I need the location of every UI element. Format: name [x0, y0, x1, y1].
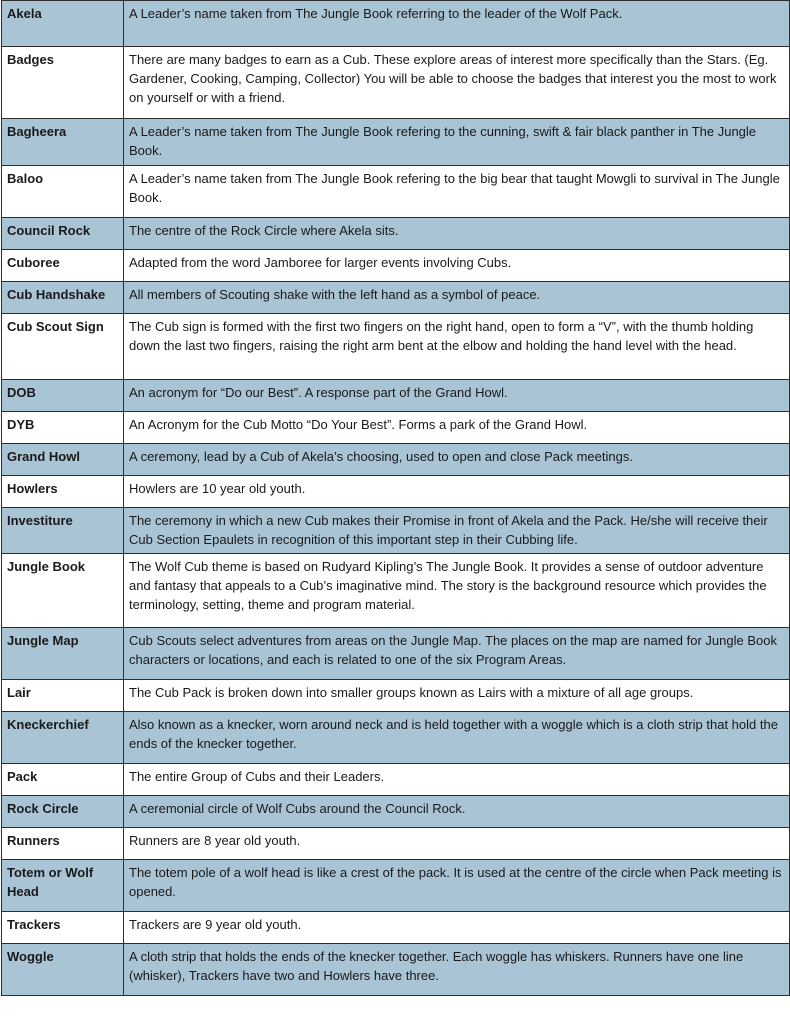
glossary-definition: A Leader’s name taken from The Jungle Book refering to the cunning, swift & fair black panther in The Jungle Book.	[124, 119, 790, 166]
table-row	[2, 47, 790, 119]
glossary-definition: The Cub sign is formed with the first two fingers on the right hand, open to form a “V”, with the thumb holding down the last two fingers, raising the right arm bent at the elbow and holding the hand level with the head.	[124, 314, 790, 380]
glossary-term: Investiture	[2, 508, 124, 554]
glossary-definition: A cloth strip that holds the ends of the knecker together. Each woggle has whiskers. Runners have one line (whisker), Trackers have two and Howlers have three.	[124, 944, 790, 996]
table-row	[2, 218, 790, 250]
glossary-definition: The totem pole of a wolf head is like a crest of the pack. It is used at the centre of the circle when Pack meeting is opened.	[124, 860, 790, 912]
glossary-definition: An Acronym for the Cub Motto “Do Your Best”. Forms a park of the Grand Howl.	[124, 412, 790, 444]
glossary-term: Pack	[2, 764, 124, 796]
table-row	[2, 680, 790, 712]
glossary-definition: The Wolf Cub theme is based on Rudyard Kipling’s The Jungle Book. It provides a sense of outdoor adventure and fantasy that appeals to a Cub’s imaginative mind. The story is the background resource which provides the terminology, setting, theme and program material.	[124, 554, 790, 628]
table-row	[2, 1, 790, 47]
table-row	[2, 860, 790, 912]
table-row	[2, 508, 790, 554]
glossary-term: Runners	[2, 828, 124, 860]
glossary-term: Baloo	[2, 166, 124, 218]
table-row	[2, 796, 790, 828]
glossary-term: Totem or Wolf Head	[2, 860, 124, 912]
glossary-definition: A Leader’s name taken from The Jungle Book referring to the leader of the Wolf Pack.	[124, 1, 790, 47]
table-row	[2, 554, 790, 628]
glossary-definition: The ceremony in which a new Cub makes their Promise in front of Akela and the Pack. He/she will receive their Cub Section Epaulets in recognition of this important step in their Cubbing life.	[124, 508, 790, 554]
glossary-definition: All members of Scouting shake with the left hand as a symbol of peace.	[124, 282, 790, 314]
glossary-term: Jungle Book	[2, 554, 124, 628]
glossary-body	[2, 1, 790, 996]
glossary-term: Council Rock	[2, 218, 124, 250]
glossary-definition: The Cub Pack is broken down into smaller groups known as Lairs with a mixture of all age groups.	[124, 680, 790, 712]
glossary-term: Cub Handshake	[2, 282, 124, 314]
table-row	[2, 944, 790, 996]
glossary-term: Rock Circle	[2, 796, 124, 828]
glossary-term: DYB	[2, 412, 124, 444]
glossary-term: Cub Scout Sign	[2, 314, 124, 380]
glossary-definition: Runners are 8 year old youth.	[124, 828, 790, 860]
table-row	[2, 314, 790, 380]
table-row	[2, 282, 790, 314]
glossary-term: Badges	[2, 47, 124, 119]
table-row	[2, 250, 790, 282]
glossary-table	[1, 0, 790, 996]
table-row	[2, 764, 790, 796]
glossary-definition: The entire Group of Cubs and their Leaders.	[124, 764, 790, 796]
glossary-definition: Howlers are 10 year old youth.	[124, 476, 790, 508]
glossary-term: Lair	[2, 680, 124, 712]
glossary-definition: Trackers are 9 year old youth.	[124, 912, 790, 944]
table-row	[2, 166, 790, 218]
glossary-definition: An acronym for “Do our Best”. A response part of the Grand Howl.	[124, 380, 790, 412]
table-row	[2, 712, 790, 764]
table-row	[2, 912, 790, 944]
glossary-term: Howlers	[2, 476, 124, 508]
glossary-term: Akela	[2, 1, 124, 47]
glossary-definition: There are many badges to earn as a Cub. These explore areas of interest more specifically than the Stars. (Eg. Gardener, Cooking, Camping, Collector) You will be able to choose the badges that interest you the most to work on yourself or with a friend.	[124, 47, 790, 119]
glossary-term: Grand Howl	[2, 444, 124, 476]
glossary-term: Woggle	[2, 944, 124, 996]
glossary-term: Cuboree	[2, 250, 124, 282]
glossary-definition: Cub Scouts select adventures from areas on the Jungle Map. The places on the map are named for Jungle Book characters or locations, and each is related to one of the six Program Areas.	[124, 628, 790, 680]
table-row	[2, 119, 790, 166]
glossary-definition: A ceremonial circle of Wolf Cubs around the Council Rock.	[124, 796, 790, 828]
glossary-term: Kneckerchief	[2, 712, 124, 764]
table-row	[2, 380, 790, 412]
table-row	[2, 828, 790, 860]
glossary-definition: Also known as a knecker, worn around neck and is held together with a woggle which is a cloth strip that hold the ends of the knecker together.	[124, 712, 790, 764]
glossary-term: Trackers	[2, 912, 124, 944]
glossary-definition: A Leader’s name taken from The Jungle Book refering to the big bear that taught Mowgli to survival in The Jungle Book.	[124, 166, 790, 218]
glossary-definition: Adapted from the word Jamboree for larger events involving Cubs.	[124, 250, 790, 282]
table-row	[2, 444, 790, 476]
glossary-definition: The centre of the Rock Circle where Akela sits.	[124, 218, 790, 250]
table-row	[2, 628, 790, 680]
glossary-definition: A ceremony, lead by a Cub of Akela’s choosing, used to open and close Pack meetings.	[124, 444, 790, 476]
table-row	[2, 476, 790, 508]
glossary-term: Bagheera	[2, 119, 124, 166]
glossary-term: Jungle Map	[2, 628, 124, 680]
glossary-term: DOB	[2, 380, 124, 412]
table-row	[2, 412, 790, 444]
